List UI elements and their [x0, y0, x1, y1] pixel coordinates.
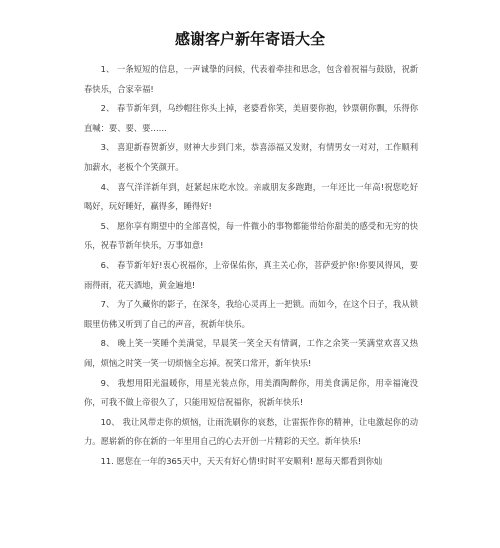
paragraph-3: 3、 喜迎新春贺新岁，财神大步到门来，恭喜添福又发财，有情男女一对对，工作顺利加薪水，老板个个笑颜开。 [84, 142, 418, 172]
paragraph-1: 1、 一条短短的信息，一声诚挚的问候，代表着牵挂和思念，包含着祝福与鼓励，祝新春快乐，合家幸福! [84, 64, 418, 94]
paragraph-5: 5、 愿你享有期望中的全部喜悦，每一件微小的事物都能带给你甜美的感受和无穷的快乐，祝春节新年快乐，万事如意! [84, 220, 418, 251]
paragraph-6: 6、 春节新年好!衷心祝福你，上帝保佑你，真主关心你，菩萨爱护你!你要风得风，要雨得雨，花天酒地，黄金遍地! [84, 259, 418, 290]
paragraph-11: 11. 愿您在一年的365天中，天天有好心情!时时平安顺利! 愿每天都看到你灿 [100, 455, 383, 466]
paragraph-4: 4、 喜气洋洋新年到，赶紧起床吃水饺。亲戚朋友多跑跑，一年还比一年高!祝您吃好喝好，玩好睡好，赢得多，睡得好! [84, 181, 418, 212]
paragraph-8: 8、 晚上笑一笑睡个美满觉，早晨笑一笑全天有情调，工作之余笑一笑满堂欢喜又热闹，烦恼之时笑一笑一切烦恼全忘掉。祝笑口常开，新年快乐! [84, 338, 418, 368]
paragraph-2: 2、 春节新年到，乌纱帽往你头上掉，老婆看你笑，美眉要你抱，钞票朝你飘，乐得你直喊：要、要、要…… [84, 103, 418, 133]
paragraph-9: 9、 我想用阳光温暖你，用星光装点你，用美酒陶醉你，用美食满足你，用幸福淹没你，可我不做上帝很久了，只能用短信祝福你，祝新年快乐! [84, 377, 418, 408]
paragraph-7: 7、 为了久藏你的影子，在深冬，我给心灵再上一把锁。而如今，在这个日子，我从锁眼里仿佛又听到了自己的声音，祝新年快乐。 [84, 299, 418, 329]
document-title: 感谢客户新年寄语大全 [174, 30, 325, 48]
paragraph-10: 10、 我让风带走你的烦恼，让雨洗刷你的哀愁，让雷振作你的精神，让电激起你的动力。愿崭新的你在新的一年里用自己的心去开创一片精彩的天空。新年快乐! [84, 416, 418, 447]
document-body [84, 60, 418, 471]
